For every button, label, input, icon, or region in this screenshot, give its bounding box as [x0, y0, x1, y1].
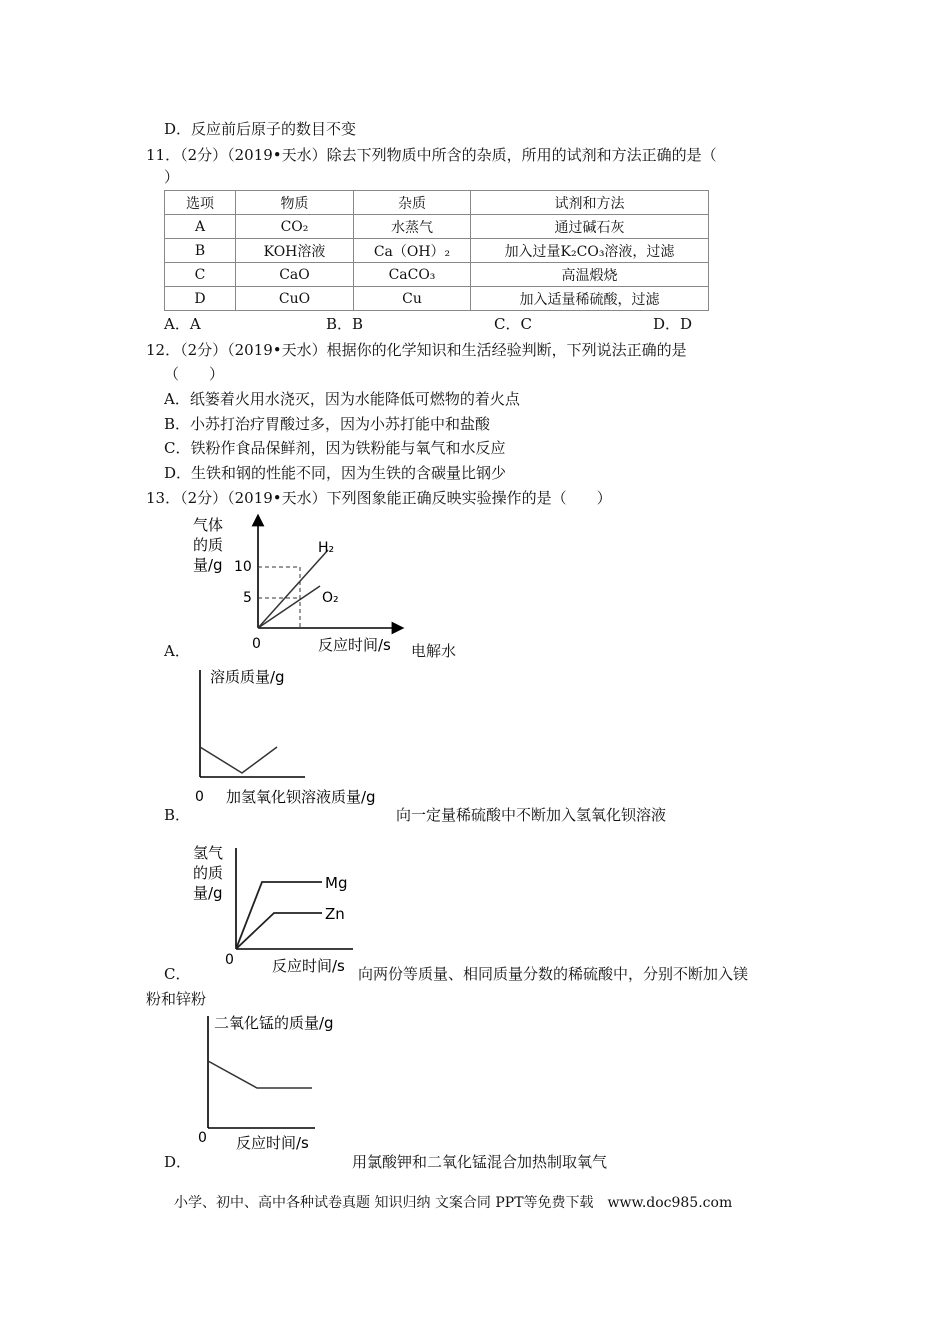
q13-option-d-caption: 用氯酸钾和二氧化锰混合加热制取氧气	[352, 1153, 608, 1171]
q13-option-a-letter: A．	[164, 642, 190, 660]
table-cell: 水蒸气	[354, 215, 471, 239]
series-label-o2: O₂	[322, 590, 339, 606]
q13-option-d-letter: D．	[164, 1153, 192, 1171]
y-axis-label: 溶质质量/g	[210, 668, 285, 686]
table-row	[165, 215, 709, 239]
q12-option-c: C．铁粉作食品保鲜剂，因为铁粉能与氧气和水反应	[164, 439, 506, 457]
table-cell: Ca（OH）₂	[354, 239, 471, 263]
q12-stem: 12．（2分）（2019•天水）根据你的化学知识和生活经验判断，下列说法正确的是	[146, 341, 687, 359]
series-label-h2: H₂	[318, 540, 335, 556]
q13-option-b-caption: 向一定量稀硫酸中不断加入氢氧化钡溶液	[396, 806, 667, 824]
table-row	[165, 239, 709, 263]
x-axis-label: 加氢氧化钡溶液质量/g	[226, 788, 376, 806]
table-header-cell: 试剂和方法	[471, 191, 709, 215]
table-cell: C	[165, 263, 236, 287]
x-axis-label: 反应时间/s	[272, 957, 345, 975]
q11-answer-a: A．A	[164, 315, 201, 333]
table-cell: CO₂	[236, 215, 354, 239]
table-cell: CaCO₃	[354, 263, 471, 287]
h2-line	[258, 550, 328, 628]
y-axis-label: 的质	[193, 536, 224, 554]
x-axis-label: 反应时间/s	[318, 636, 391, 654]
table-cell: B	[165, 239, 236, 263]
y-tick-label: 10	[234, 559, 252, 575]
y-axis-label: 量/g	[193, 556, 223, 574]
x-axis-label: 反应时间/s	[236, 1134, 309, 1152]
q13-option-c-caption-cont: 粉和锌粉	[146, 990, 207, 1008]
table-header-cell: 物质	[236, 191, 354, 215]
table-cell: A	[165, 215, 236, 239]
figure-a-graph	[188, 512, 408, 660]
table-cell: 通过碱石灰	[471, 215, 709, 239]
q10-option-d: D．反应前后原子的数目不变	[164, 120, 357, 138]
origin-label: 0	[198, 1130, 207, 1146]
q13-stem: 13．（2分）（2019•天水）下列图象能正确反映实验操作的是（ ）	[146, 489, 612, 507]
table-cell: Cu	[354, 287, 471, 311]
q13-option-c-letter: C．	[164, 965, 191, 983]
zn-line	[236, 913, 322, 949]
q11-answer-b: B．B	[326, 315, 364, 333]
mno2-mass-line	[208, 1061, 312, 1088]
table-header-row	[165, 191, 709, 215]
y-tick-label: 5	[243, 590, 252, 606]
table-row	[165, 263, 709, 287]
y-axis-label: 量/g	[193, 884, 223, 902]
q12-stem-close: （ ）	[164, 365, 225, 383]
q13-option-b-letter: B．	[164, 806, 191, 824]
table-header-cell: 选项	[165, 191, 236, 215]
q13-option-c-caption: 向两份等质量、相同质量分数的稀硫酸中，分别不断加入镁	[358, 965, 749, 983]
o2-line	[258, 586, 320, 628]
figure-b-graph	[190, 662, 400, 810]
y-axis-label: 的质	[193, 864, 224, 882]
y-axis-label: 氢气	[193, 844, 224, 862]
y-axis-label: 二氧化锰的质量/g	[214, 1014, 334, 1032]
q12-option-d: D．生铁和钢的性能不同，因为生铁的含碳量比钢少	[164, 464, 507, 482]
table-cell: 加入适量稀硫酸，过滤	[471, 287, 709, 311]
table-cell: CaO	[236, 263, 354, 287]
table-cell: CuO	[236, 287, 354, 311]
figure-c-graph	[188, 840, 363, 980]
table-row	[165, 287, 709, 311]
q11-options-table	[164, 190, 709, 311]
page-footer: 小学、初中、高中各种试卷真题 知识归纳 文案合同 PPT等免费下载 www.doc985.com	[174, 1195, 733, 1211]
figure-d-graph	[190, 1008, 360, 1158]
origin-label: 0	[195, 789, 204, 805]
q11-answer-c: C．C	[494, 315, 532, 333]
origin-label: 0	[225, 952, 234, 968]
q12-option-a: A．纸篓着火用水浇灭，因为水能降低可燃物的着火点	[164, 390, 520, 408]
q12-option-b: B．小苏打治疗胃酸过多，因为小苏打能中和盐酸	[164, 415, 491, 433]
table-cell: 加入过量K₂CO₃溶液，过滤	[471, 239, 709, 263]
q11-answer-d: D．D	[653, 315, 693, 333]
table-cell: D	[165, 287, 236, 311]
series-label-zn: Zn	[325, 905, 345, 923]
table-cell: 高温煅烧	[471, 263, 709, 287]
solute-mass-curve	[200, 747, 277, 773]
origin-label: 0	[252, 636, 261, 652]
q11-stem-close: ）	[164, 168, 180, 186]
y-axis-label: 气体	[193, 516, 224, 534]
mg-line	[236, 882, 322, 949]
table-header-cell: 杂质	[354, 191, 471, 215]
table-cell: KOH溶液	[236, 239, 354, 263]
series-label-mg: Mg	[325, 874, 348, 892]
q11-stem: 11．（2分）（2019•天水）除去下列物质中所含的杂质，所用的试剂和方法正确的是（	[146, 146, 717, 164]
q13-option-a-caption: 电解水	[411, 642, 457, 660]
